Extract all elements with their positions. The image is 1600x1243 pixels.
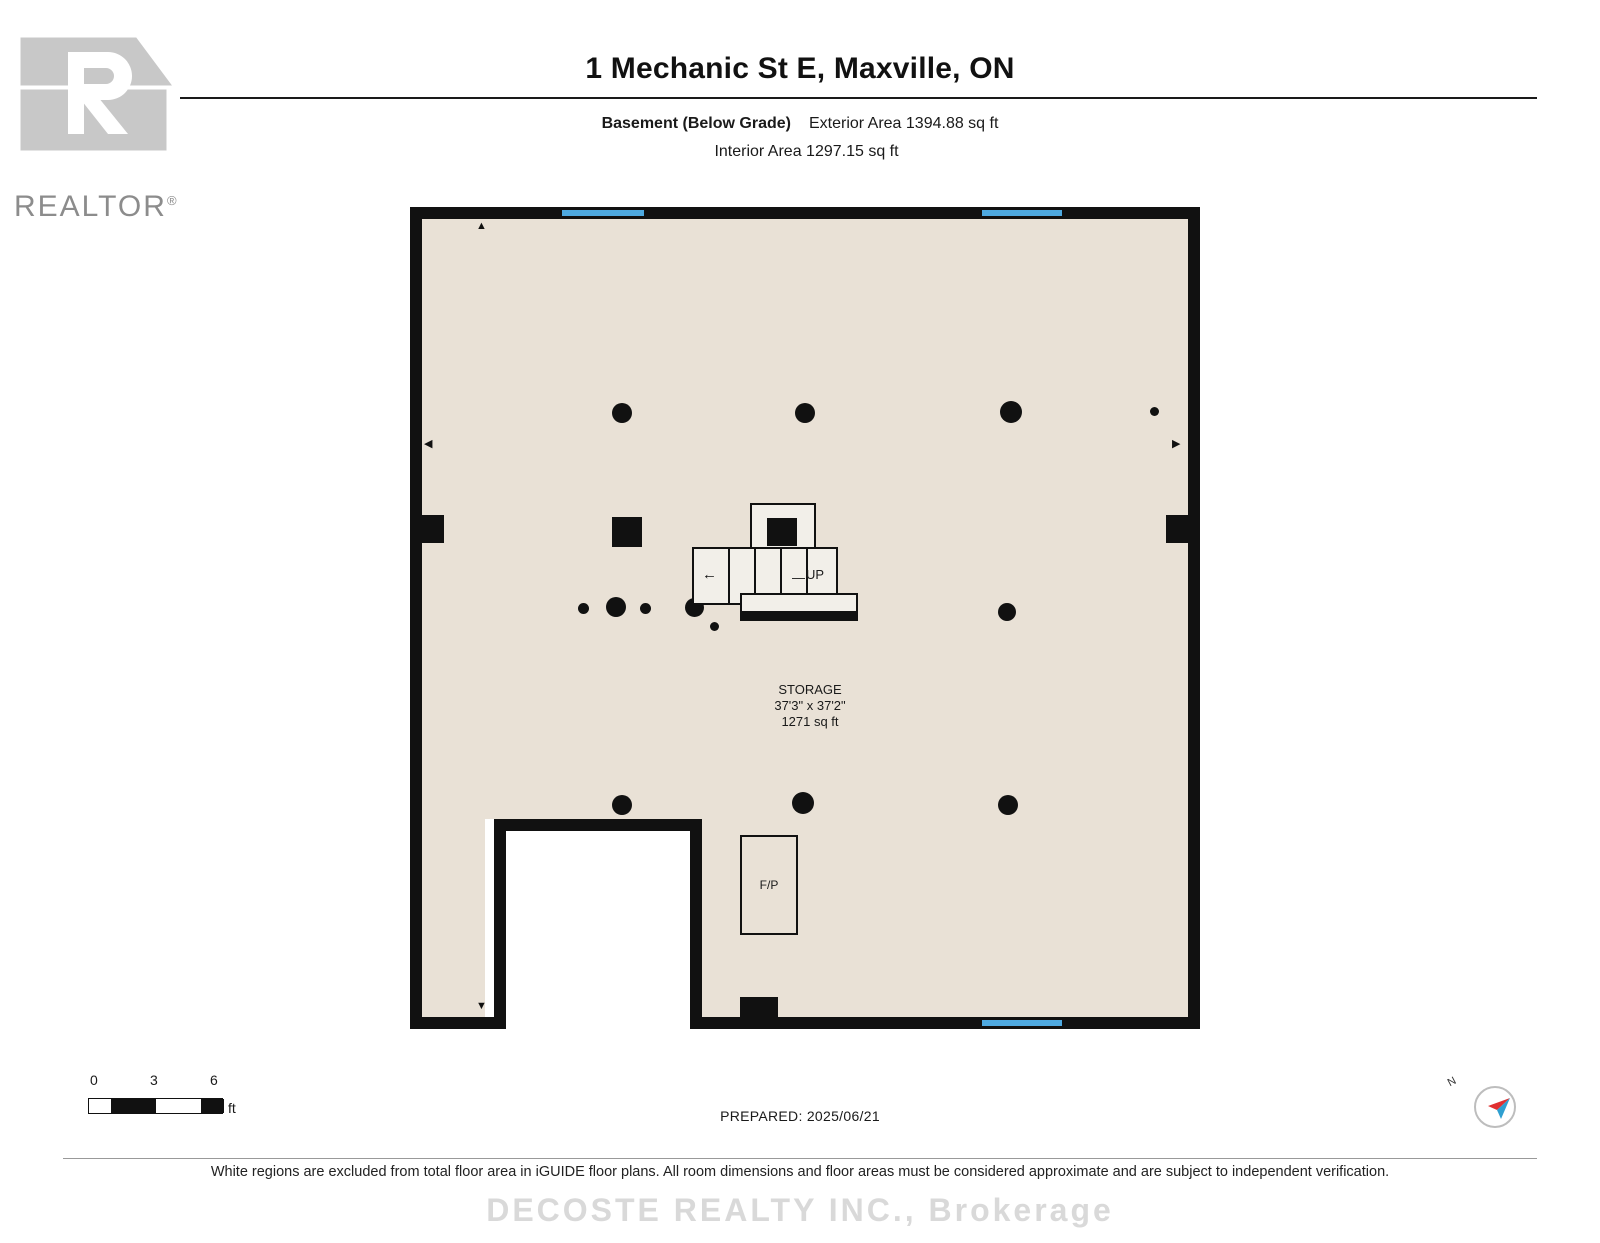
support-post bbox=[710, 622, 719, 631]
pier-bottom bbox=[740, 997, 778, 1019]
footer-divider bbox=[63, 1158, 1537, 1159]
scale-tick-2: 6 bbox=[210, 1072, 218, 1088]
support-post bbox=[640, 603, 651, 614]
realtor-wordmark bbox=[14, 190, 179, 224]
window-top-right bbox=[982, 207, 1062, 219]
stair-landing-post bbox=[767, 518, 797, 546]
pier-left bbox=[422, 515, 444, 543]
wall-notch-vertical-left bbox=[494, 819, 506, 1029]
support-post bbox=[795, 403, 815, 423]
support-post bbox=[612, 403, 632, 423]
dim-arrow-top: ▲ bbox=[476, 220, 487, 232]
stair-direction-line: — bbox=[792, 570, 805, 585]
title-divider bbox=[180, 97, 1537, 99]
stair-direction-arrow: ← bbox=[702, 566, 717, 583]
support-post bbox=[612, 795, 632, 815]
excluded-region bbox=[485, 819, 695, 1037]
support-post bbox=[1000, 401, 1022, 423]
scale-tick-1: 3 bbox=[150, 1072, 158, 1088]
level-area-line bbox=[0, 115, 1600, 133]
stair-step bbox=[728, 549, 730, 603]
disclaimer-text: White regions are excluded from total floor area in iGUIDE floor plans. All room dimensions and floor areas must be considered approximate and are subject to independent verification. bbox=[210, 1164, 1390, 1180]
realtor-registered-mark: ® bbox=[166, 193, 179, 208]
stairs-up-label: UP bbox=[806, 567, 825, 582]
window-top-left bbox=[562, 207, 644, 219]
room-area: 1271 sq ft bbox=[781, 714, 839, 729]
support-post bbox=[792, 792, 814, 814]
dim-arrow-left: ◀ bbox=[424, 438, 433, 450]
interior-area-label: Interior Area 1297.15 sq ft bbox=[714, 143, 899, 160]
floor-plan bbox=[410, 207, 1200, 1037]
compass-north-label: N bbox=[1445, 1074, 1459, 1090]
wall-right bbox=[1188, 207, 1200, 1029]
support-post bbox=[998, 603, 1016, 621]
support-post bbox=[998, 795, 1018, 815]
scale-tick-0: 0 bbox=[90, 1072, 98, 1088]
level-label: Basement (Below Grade) bbox=[601, 115, 791, 132]
wall-bottom-left bbox=[410, 1017, 506, 1029]
realtor-r-icon bbox=[16, 30, 176, 160]
support-post bbox=[1150, 407, 1159, 416]
wall-left-upper bbox=[410, 207, 422, 827]
exterior-area-label: Exterior Area 1394.88 sq ft bbox=[808, 115, 999, 132]
room-dimensions: 37'3" x 37'2" bbox=[774, 698, 846, 713]
page-title: 1 Mechanic St E, Maxville, ON bbox=[585, 52, 1015, 85]
window-bottom bbox=[982, 1017, 1062, 1029]
stair-base bbox=[740, 611, 858, 621]
wall-notch-vertical-right bbox=[690, 819, 702, 1029]
dim-arrow-right: ▶ bbox=[1172, 438, 1181, 450]
support-post bbox=[606, 597, 626, 617]
wall-top bbox=[410, 207, 1200, 219]
room-name: STORAGE bbox=[778, 682, 842, 697]
brokerage-watermark: DECOSTE REALTY INC., Brokerage bbox=[486, 1192, 1114, 1228]
realtor-wordmark-text: REALTOR bbox=[14, 190, 167, 223]
wall-left-lower bbox=[410, 819, 422, 1029]
support-post bbox=[578, 603, 589, 614]
room-label-storage bbox=[710, 682, 910, 730]
square-post-left bbox=[612, 517, 642, 547]
wall-notch-horizontal bbox=[494, 819, 702, 831]
fireplace-label: F/P bbox=[759, 878, 779, 892]
compass-icon bbox=[1466, 1078, 1524, 1136]
dim-arrow-bottom: ▼ bbox=[476, 1000, 487, 1012]
scale-unit-label: ft bbox=[228, 1100, 236, 1116]
fireplace bbox=[740, 835, 798, 935]
prepared-date: PREPARED: 2025/06/21 bbox=[720, 1108, 880, 1124]
pier-right bbox=[1166, 515, 1188, 543]
